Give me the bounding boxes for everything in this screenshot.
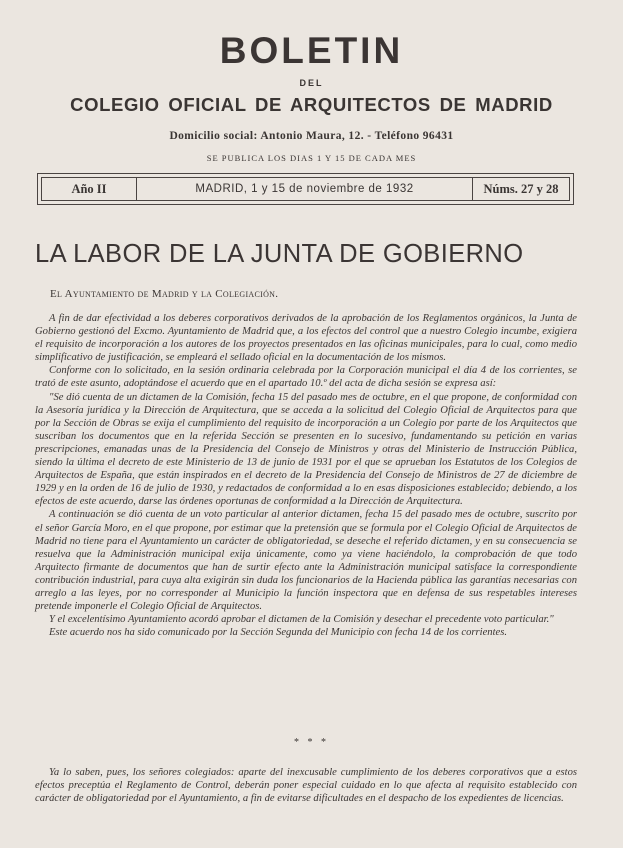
section-separator: * * * <box>294 737 329 748</box>
issue-date: MADRID, 1 y 15 de noviembre de 1932 <box>195 183 414 195</box>
paragraph: Este acuerdo nos ha sido comunicado por la Sección Segunda del Municipio con fecha 14 de los corrientes. <box>49 627 507 639</box>
issue-info-box <box>37 173 574 205</box>
masthead-frequency: SE PUBLICA LOS DIAS 1 Y 15 DE CADA MES <box>206 153 417 163</box>
issue-info-inner <box>41 177 570 201</box>
closing-paragraph: Ya lo saben, pues, los señores colegiados: aparte del inexcusable cumplimiento de los deberes corporativos que a estos efectos preceptúa el Reglamento de Control, deberán poner especial cuidado en lo que afecta al requisito establecido con carácter de obligatoriedad por el Ayuntamiento, a fin de evitarse dificultades en el despacho de los expedientes de licencias. <box>35 767 577 805</box>
closing-text <box>35 766 577 805</box>
issue-year: Año II <box>42 178 137 200</box>
masthead-address: Domicilio social: Antonio Maura, 12. - Teléfono 96431 <box>169 130 454 142</box>
paragraph: "Se dió cuenta de un dictamen de la Comisión, fecha 15 del pasado mes de octubre, en el que propone, de conformidad con la Asesoría jurídica y la Dirección de Arquitectura, que se acceda a la solicitud del Colegio Oficial de Arquitectos para que por la Sección de Obras se exija el cumplimiento del requisito de incorporación a un Colegio por parte de los Arquitectos que suscriban los documentos que en la referida Sección se presenten en lo sucesivo, fundamentando su petición en varias prescripciones, emanadas unas de la Presidencia del Consejo de Ministros y otras del Ministerio de Instrucción Pública, siendo la última el decreto de este Ministerio de 13 de junio de 1931 por el que se aprueban los Estatutos de los Colegios de Arquitectos de España, que están inspirados en el decreto de la Presidencia del Consejo de Ministros de 27 de diciembre de 1929 y en la orden de 16 de julio de 1930, y redactados de conformidad a lo en esas disposiciones establecido; debiendo, a los efectos de este acuerdo, darse las órdenes oportunas de conformidad a la Dirección de Arquitectura. <box>35 391 577 508</box>
paragraph: Y el excelentísimo Ayuntamiento acordó aprobar el dictamen de la Comisión y desechar el precedente voto particular." <box>49 614 554 626</box>
paragraph: A continuación se dió cuenta de un voto particular al anterior dictamen, fecha 15 del pasado mes de octubre, suscrito por el señor García Moro, en el que propone, por estimar que la pretensión que se formula por el Colegio Oficial de Arquitectos de Madrid no tiene para el Ayuntamiento un carácter de obligatoriedad, se deseche el referido dictamen, y en su consecuencia se resuelva que la Administración municipal exija únicamente, como ya viene haciéndolo, la comprobación de que todo Arquitecto firmante de documentos que han de surtir efecto ante la Administración municipal satisface la correspondiente contribución industrial, para cuya alta exigirán sin duda los funcionarios de la Hacienda pública las garantías necesarias con arreglo a las leyes, por no corresponder al Municipio la función inspectora que en defensa de sus respetables intereses pretende imponerle el Colegio Oficial de Arquitectos. <box>35 509 577 613</box>
masthead-title: BOLETIN <box>219 30 404 71</box>
paragraph: A fin de dar efectividad a los deberes corporativos derivados de la aprobación de los Reglamentos orgánicos, la Junta de Gobierno gestionó del Excmo. Ayuntamiento de Madrid que, a los efectos del control que a nuestro Colegio incumbe, exigiera el requisito de incorporación a los autores de los proyectos presentados en las oficinas municipales, para lo cual, como medio simplificativo de justificación, se empleará el sellado oficial en la documentación de los mismos. <box>35 313 577 364</box>
section-title: El Ayuntamiento de Madrid y la Colegiación. <box>50 288 279 300</box>
masthead-del: DEL <box>299 78 324 88</box>
article-heading: LA LABOR DE LA JUNTA DE GOBIERNO <box>35 240 524 268</box>
issue-numbers: Núms. 27 y 28 <box>472 178 569 200</box>
article-body <box>35 312 577 639</box>
masthead-organization: COLEGIO OFICIAL DE ARQUITECTOS DE MADRID <box>70 94 553 115</box>
paragraph: Conforme con lo solicitado, en la sesión ordinaria celebrada por la Corporación municipal el día 4 de los corrientes, se trató de este asunto, adoptándose el acuerdo que en el apartado 10.º del acta de dicha sesión se expresa así: <box>35 365 577 390</box>
